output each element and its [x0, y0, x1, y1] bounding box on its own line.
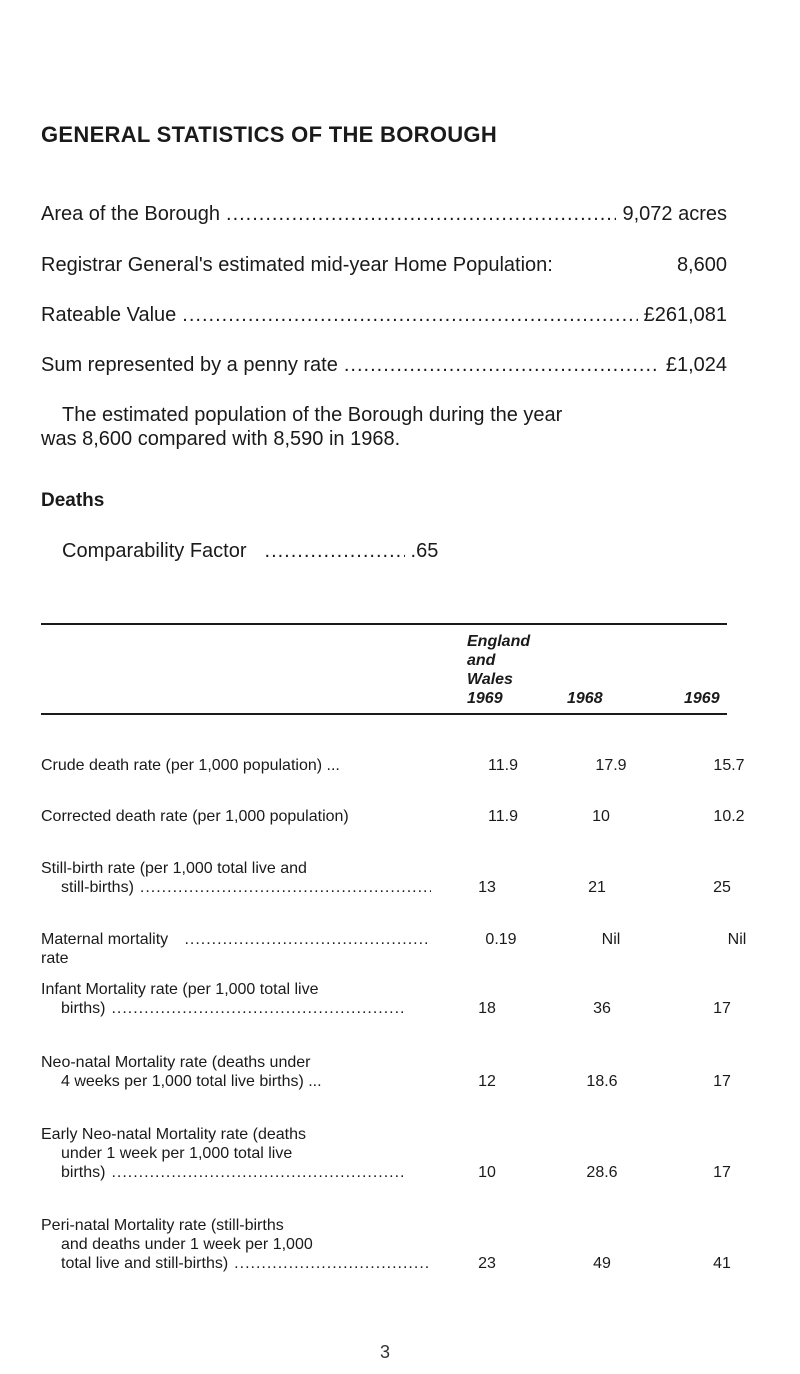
row-label: Maternal mortality rate [41, 931, 169, 967]
table-top-rule [41, 623, 727, 625]
cell-ew: 11.9 [488, 808, 518, 825]
row-label: Corrected death rate (per 1,000 population) [41, 808, 349, 825]
stat-label: Rateable Value [41, 304, 177, 326]
header-ew-line3: Wales [467, 671, 513, 688]
stat-label: Area of the Borough [41, 203, 221, 225]
row-label: Crude death rate (per 1,000 population) ... [41, 757, 340, 774]
cell-1968: 28.6 [586, 1164, 618, 1181]
cell-1969: 41 [713, 1255, 731, 1272]
stat-value: £1,024 [665, 354, 727, 376]
cell-ew: 13 [478, 879, 496, 896]
stat-value: 9,072 acres [622, 203, 727, 225]
header-1968: 1968 [567, 690, 603, 707]
cell-1968: Nil [601, 931, 621, 948]
page-number: 3 [380, 1342, 391, 1362]
dot-leader [234, 1254, 431, 1273]
cell-1968: 49 [593, 1255, 611, 1272]
comparability-label: Comparability Factor [62, 540, 247, 562]
header-ew-line1: England [467, 633, 531, 650]
row-label: Neo-natal Mortality rate (deaths under [41, 1054, 311, 1071]
stat-label: Sum represented by a penny rate [41, 354, 338, 376]
row-label: Peri-natal Mortality rate (still-births [41, 1217, 284, 1234]
row-label: under 1 week per 1,000 total live [61, 1145, 293, 1162]
population-note-line1: The estimated population of the Borough during the year [62, 404, 563, 426]
dot-leader [111, 1163, 431, 1182]
table-header-rule [41, 713, 727, 715]
cell-1968: 36 [593, 1000, 611, 1017]
population-note-line2: was 8,600 compared with 8,590 in 1968. [41, 428, 401, 450]
row-label: total live and still-births) [61, 1255, 229, 1272]
population-note [41, 403, 731, 451]
cell-1969: 25 [713, 879, 731, 896]
dot-leader [265, 540, 405, 563]
page-title: GENERAL STATISTICS OF THE BOROUGH [41, 122, 498, 147]
cell-ew: 23 [478, 1255, 496, 1272]
stat-value: 8,600 [676, 254, 727, 276]
cell-ew: 10 [478, 1164, 496, 1181]
stat-rateable-value [41, 304, 727, 327]
row-label: births) [61, 1000, 106, 1017]
dot-leader [111, 999, 431, 1018]
cell-ew: 18 [478, 1000, 496, 1017]
cell-1969: 10.2 [713, 808, 745, 825]
row-label: Early Neo-natal Mortality rate (deaths [41, 1126, 306, 1143]
cell-1969: 17 [713, 1073, 731, 1090]
comparability-factor [62, 540, 562, 563]
stat-area [41, 203, 727, 226]
cell-1968: 18.6 [586, 1073, 618, 1090]
row-label: 4 weeks per 1,000 total live births) ... [61, 1073, 322, 1090]
stat-population [41, 254, 727, 277]
dot-leader [140, 878, 431, 897]
cell-1969: 17 [713, 1164, 731, 1181]
cell-1968: 10 [592, 808, 610, 825]
comparability-value: .65 [410, 540, 439, 562]
cell-1969: 17 [713, 1000, 731, 1017]
cell-1969: Nil [727, 931, 747, 948]
stat-value: £261,081 [643, 304, 727, 326]
header-1969: 1969 [684, 690, 720, 707]
cell-ew: 11.9 [488, 757, 518, 774]
cell-ew: 12 [478, 1073, 496, 1090]
deaths-heading: Deaths [41, 490, 105, 511]
cell-1968: 17.9 [595, 757, 627, 774]
row-label: Infant Mortality rate (per 1,000 total live [41, 981, 319, 998]
row-label: Still-birth rate (per 1,000 total live and [41, 860, 307, 877]
row-label: and deaths under 1 week per 1,000 [61, 1236, 313, 1253]
cell-1969: 15.7 [713, 757, 745, 774]
stat-label: Registrar General's estimated mid-year Home Population: [41, 254, 553, 276]
row-label: still-births) [61, 879, 134, 896]
header-england-wales [467, 632, 530, 708]
row-label: births) [61, 1164, 106, 1181]
dot-leader [344, 354, 660, 377]
header-ew-year: 1969 [467, 690, 503, 707]
dot-leader [226, 203, 616, 226]
cell-1968: 21 [588, 879, 606, 896]
cell-ew: 0.19 [485, 931, 517, 948]
dot-leader [182, 304, 637, 327]
dot-leader [184, 930, 431, 968]
header-ew-line2: and [467, 652, 496, 669]
stat-penny-rate [41, 354, 727, 377]
